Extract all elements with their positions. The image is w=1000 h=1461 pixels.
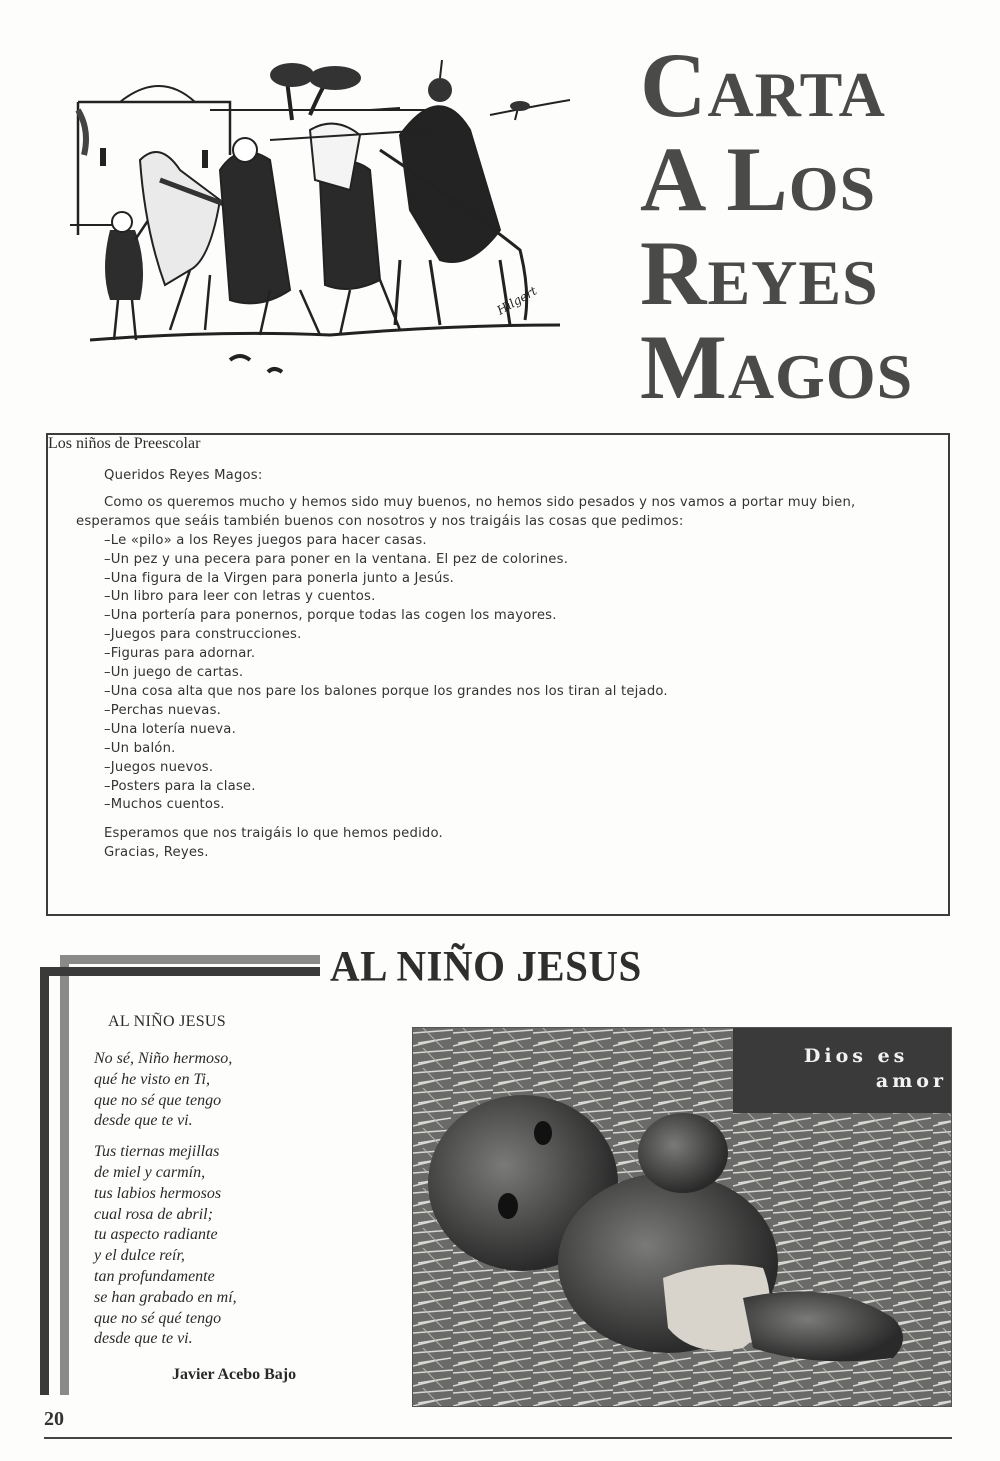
decorative-bar-dark-horizontal (40, 967, 320, 976)
wish-item: –Una lotería nueva. (104, 721, 236, 737)
poem-line: de miel y carmín, (94, 1163, 206, 1181)
footer-rule (44, 1437, 952, 1439)
title-line-2: A Los (640, 128, 877, 230)
wish-item: –Posters para la clase. (104, 778, 256, 794)
wish-item: –Juegos para construcciones. (104, 627, 302, 643)
poem-line: tus labios hermosos (94, 1184, 222, 1202)
wish-item: –Un libro para leer con letras y cuentos. (104, 589, 376, 605)
wish-item: –Un balón. (104, 740, 176, 756)
letter-closing-line-2: Gracias, Reyes. (104, 845, 209, 861)
decorative-bar-light-vertical (60, 955, 69, 1395)
wish-list (76, 532, 922, 816)
wish-item: –Le «pilo» a los Reyes juegos para hacer casas. (104, 532, 427, 548)
poem-line: desde que te vi. (94, 1330, 193, 1348)
wish-item: –Perchas nuevas. (104, 702, 222, 718)
poem-line: que no sé que tengo (94, 1091, 222, 1109)
illustration-signature: Hilgert (494, 283, 540, 318)
letter-closing-line-1: Esperamos que nos traigáis lo que hemos pedido. (104, 826, 443, 842)
three-kings-drawing-icon (70, 60, 580, 380)
letter-salutation: Queridos Reyes Magos: (104, 468, 263, 483)
title-line-4: Magos (640, 316, 914, 418)
poem (94, 1013, 384, 1384)
wish-item: –Muchos cuentos. (104, 797, 225, 813)
poem-line: No sé, Niño hermoso, (94, 1050, 233, 1067)
poem-line: desde que te vi. (94, 1112, 193, 1130)
wish-item: –Figuras para adornar. (104, 646, 256, 662)
photo-caption-line-1: Dios es (803, 1045, 909, 1067)
poem-author: Javier Acebo Bajo (172, 1366, 297, 1384)
letter-body (76, 467, 922, 863)
wish-item: –Un pez y una pecera para poner en la ventana. El pez de colorines. (104, 551, 569, 567)
poem-line: qué he visto en Ti, (94, 1070, 210, 1088)
decorative-bar-light-horizontal (60, 955, 320, 964)
photo-caption (804, 1044, 947, 1094)
three-kings-illustration (70, 60, 580, 380)
page-title (640, 34, 960, 418)
poem-line: que no sé qué tengo (94, 1309, 222, 1327)
wish-item: –Un juego de cartas. (104, 665, 244, 681)
poem-line: y el dulce reír, (94, 1247, 185, 1265)
poem-line: Tus tiernas mejillas (94, 1143, 220, 1161)
baby-jesus-photo (412, 1027, 952, 1407)
poem-title: AL NIÑO JESUS (108, 1013, 226, 1030)
page-number: 20 (44, 1408, 64, 1430)
poem-stanza-1 (94, 1049, 384, 1132)
decorative-bar-dark-vertical (40, 967, 49, 1395)
wish-item: –Juegos nuevos. (104, 759, 214, 775)
letter-box (46, 433, 950, 916)
title-line-1: Carta (640, 34, 886, 136)
letter-intro: Como os queremos mucho y hemos sido muy buenos, no hemos sido pesados y nos vamos a portar muy bien, esperamos que seáis también buenos con nosotros y nos traigáis las cosas que pedimos: (76, 494, 856, 529)
title-line-3: Reyes (640, 222, 879, 324)
wish-item: –Una figura de la Virgen para ponerla junto a Jesús. (104, 570, 455, 586)
wish-item: –Una cosa alta que nos pare los balones porque los grandes nos los tiran al tejado. (104, 683, 668, 699)
section-title: AL NIÑO JESUS (330, 941, 642, 991)
poem-stanza-2 (94, 1142, 384, 1350)
wish-item: –Una portería para ponernos, porque todas las cogen los mayores. (104, 608, 557, 624)
letter-closing (104, 825, 922, 863)
poem-line: tu aspecto radiante (94, 1226, 218, 1244)
letter-signature: Los niños de Preescolar (48, 435, 201, 452)
poem-line: cual rosa de abril; (94, 1205, 213, 1223)
photo-caption-line-2: amor (875, 1070, 947, 1092)
poem-line: tan profundamente (94, 1267, 215, 1285)
poem-line: se han grabado en mí, (94, 1288, 237, 1306)
